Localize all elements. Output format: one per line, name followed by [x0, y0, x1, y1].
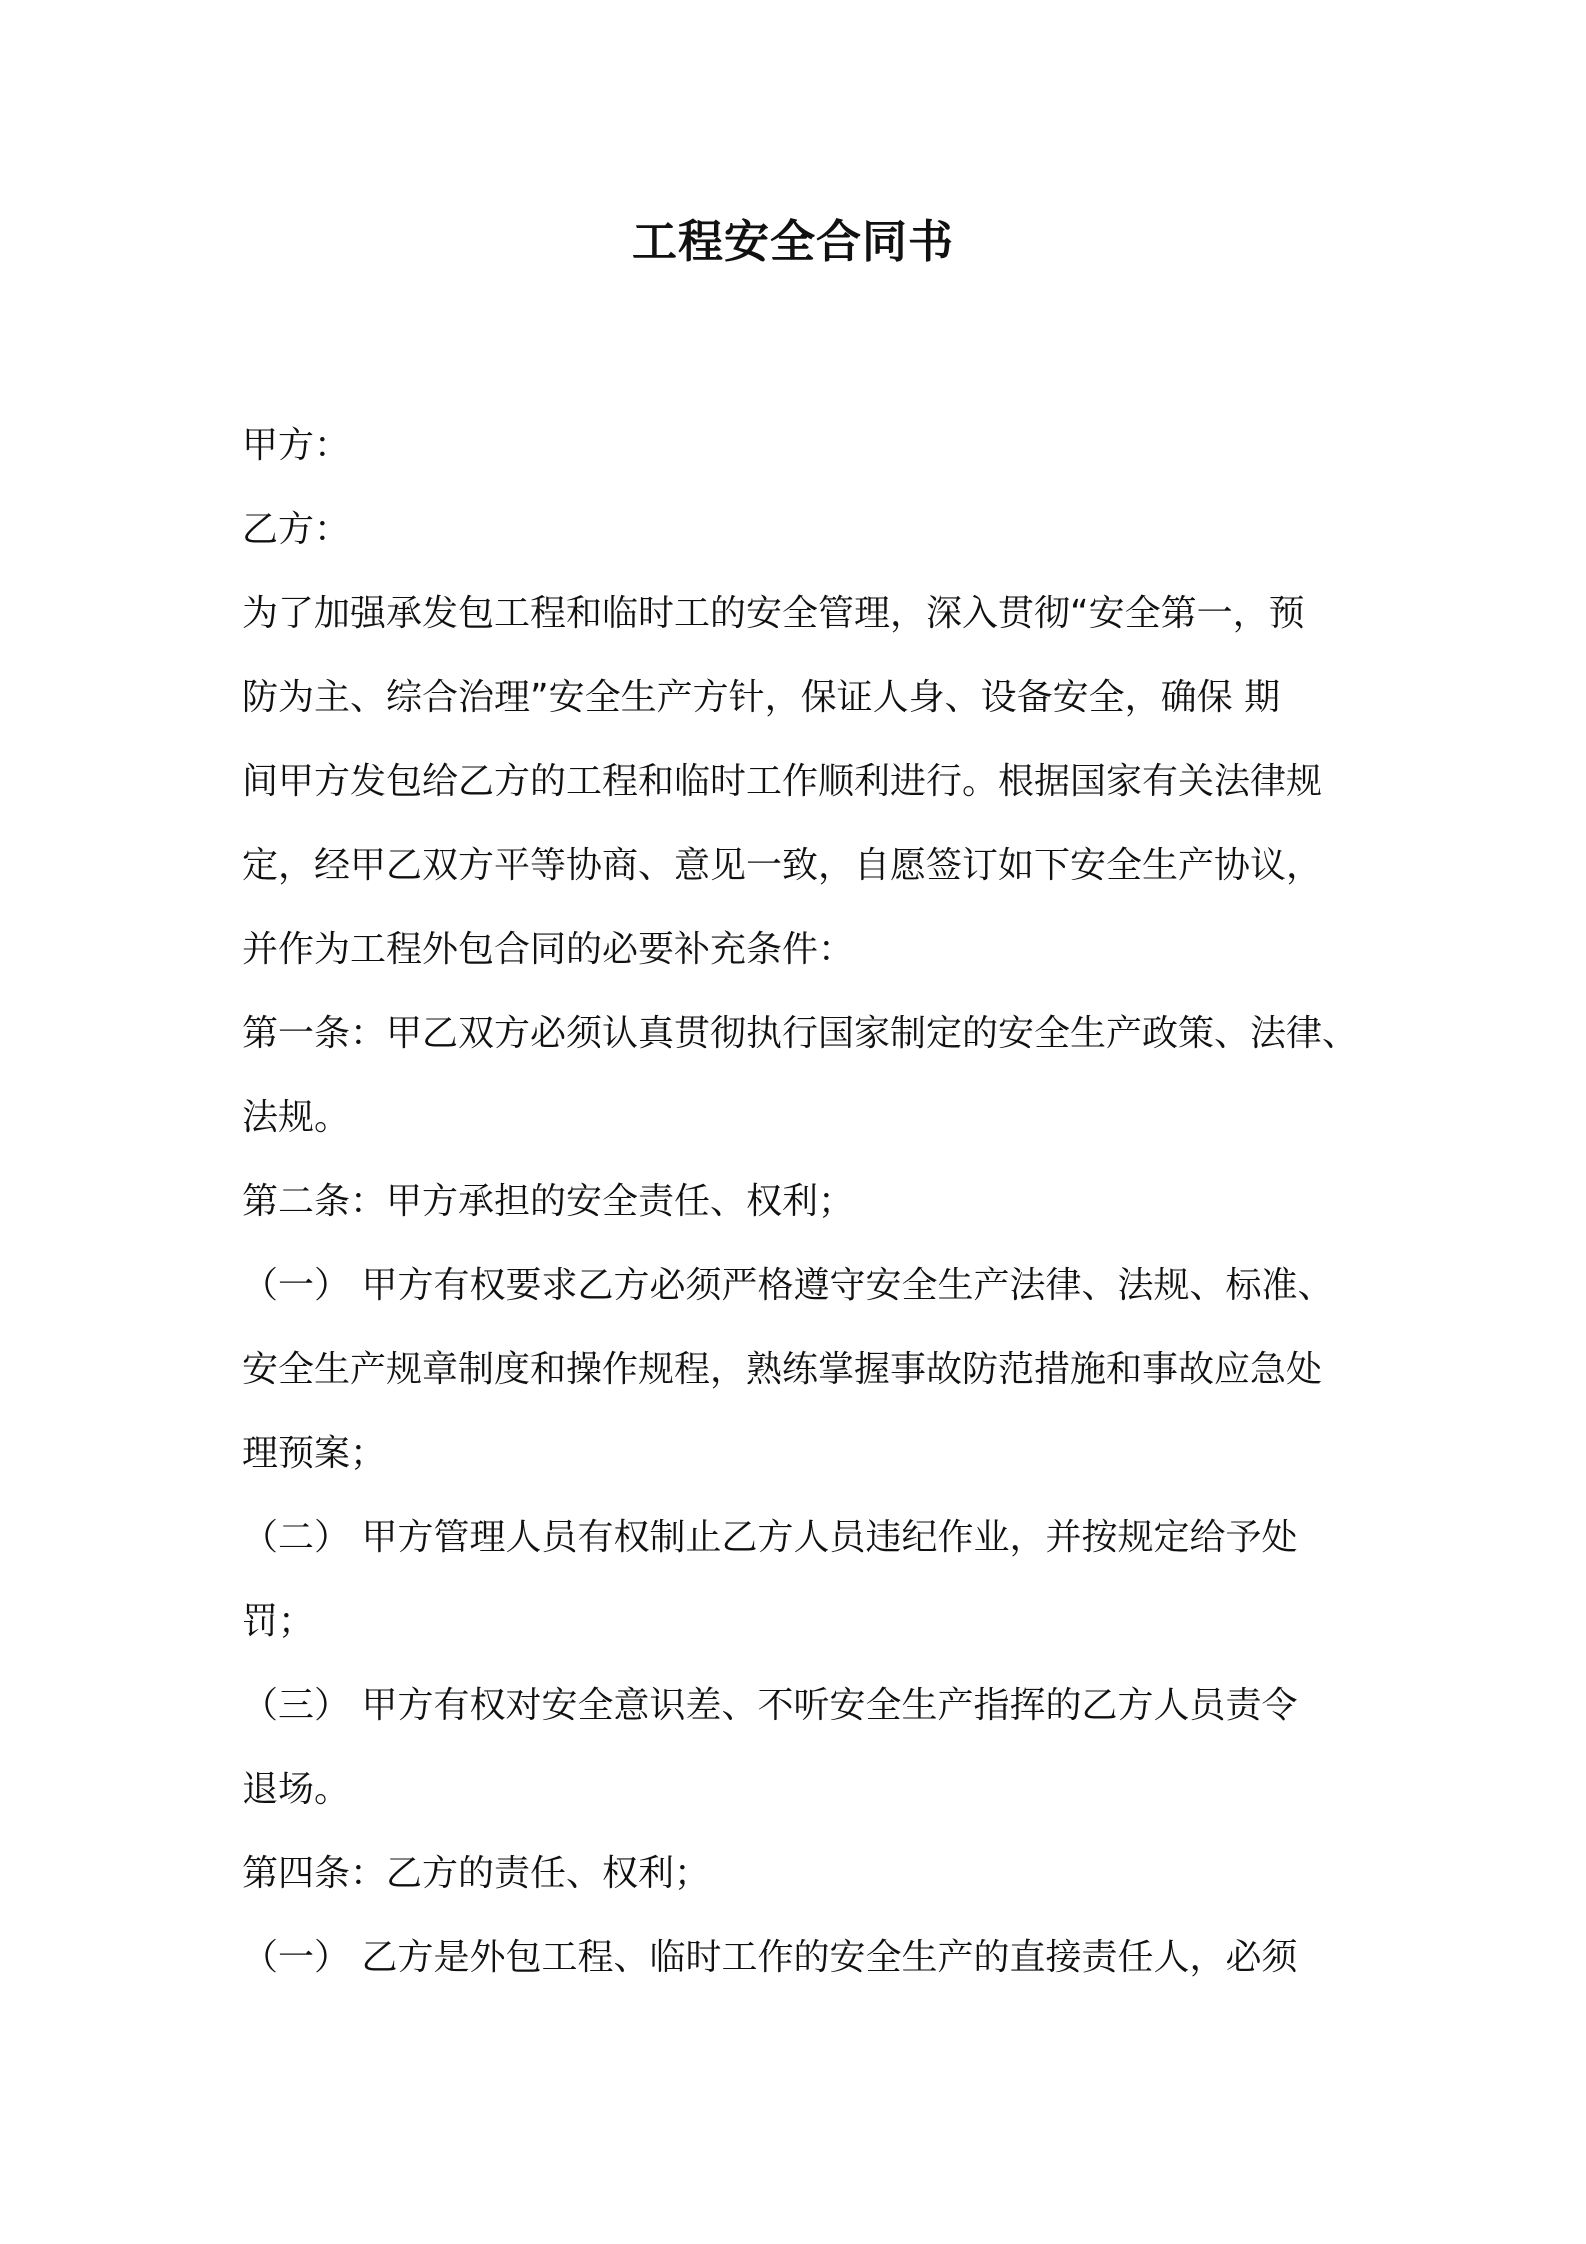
document-title: 工程安全合同书 [631, 215, 954, 268]
preamble-line: 间甲方发包给乙方的工程和临时工作顺利进行。根据国家有关法律规 [242, 761, 1323, 802]
article-one-line: 第一条：甲乙双方必须认真贯彻执行国家制定的安全生产政策、法律、 [242, 1013, 1359, 1054]
party-b-line: 乙方： [242, 509, 351, 550]
article-two-item-line: 罚； [242, 1601, 315, 1642]
article-four-heading: 第四条：乙方的责任、权利； [242, 1853, 711, 1894]
article-two-item-line: 理预案； [242, 1433, 387, 1474]
article-four-item-line: （一） 乙方是外包工程、临时工作的安全生产的直接责任人，必须 [242, 1937, 1298, 1978]
preamble-line: 为了加强承发包工程和临时工的安全管理，深入贯彻“安全第一，预 [242, 593, 1305, 634]
article-two-item-line: （二） 甲方管理人员有权制止乙方人员违纪作业，并按规定给予处 [242, 1517, 1298, 1558]
preamble-line: 并作为工程外包合同的必要补充条件： [242, 929, 855, 970]
preamble-line: 定，经甲乙双方平等协商、意见一致，自愿签订如下安全生产协议， [242, 845, 1323, 886]
article-two-heading: 第二条：甲方承担的安全责任、权利； [242, 1181, 855, 1222]
document-body [242, 404, 1362, 2000]
preamble-line: 防为主、综合治理”安全生产方针，保证人身、设备安全，确保 期 [242, 677, 1281, 718]
article-two-item-line: （一） 甲方有权要求乙方必须严格遵守安全生产法律、法规、标准、 [242, 1265, 1334, 1306]
article-two-item-line: 安全生产规章制度和操作规程，熟练掌握事故防范措施和事故应急处 [242, 1349, 1323, 1390]
article-two-item-line: 退场。 [242, 1769, 351, 1810]
article-two-item-line: （三） 甲方有权对安全意识差、不听安全生产指挥的乙方人员责令 [242, 1685, 1298, 1726]
party-a-line: 甲方： [242, 425, 351, 466]
article-one-line: 法规。 [242, 1097, 351, 1138]
